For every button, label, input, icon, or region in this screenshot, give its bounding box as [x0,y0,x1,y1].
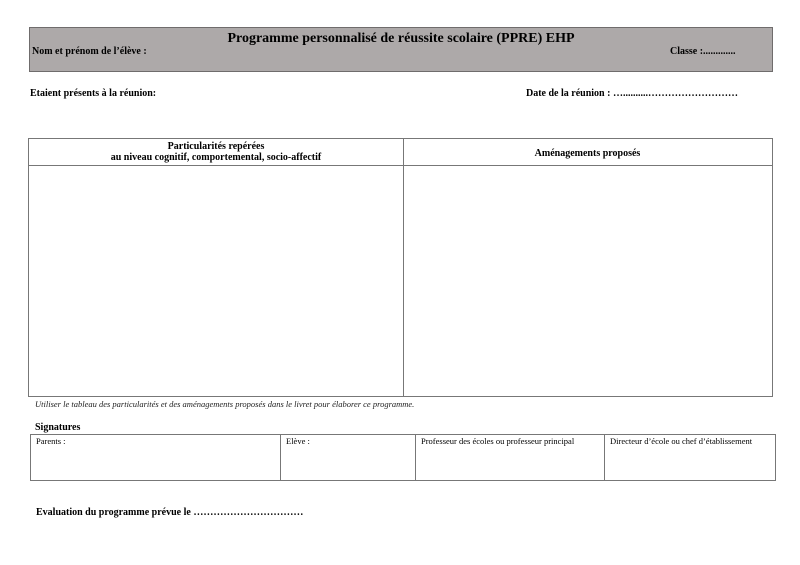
meeting-date-label: Date de la réunion : …..........……………………… [526,88,738,99]
header-row-divider [29,165,772,166]
column-divider [403,139,404,396]
attendees-label: Etaient présents à la réunion: [30,88,157,99]
header-banner [29,27,773,72]
evaluation-date-label: Evaluation du programme prévue le …………………………… [36,507,304,518]
column-header-line-1: Particularités repérées [167,141,265,152]
signature-cell-teacher: Professeur des écoles ou professeur principal [415,435,604,480]
instruction-note: Utiliser le tableau des particularités et des aménagements proposés dans le livret pour élaborer ce programme. [35,399,415,409]
class-label: Classe :............. [670,46,736,57]
column-header-line-2: au niveau cognitif, comportemental, socio-affectif [110,152,322,163]
signature-cell-director: Directeur d’école ou chef d’établissement [604,435,775,480]
signature-cell-parents: Parents : [36,436,66,446]
document-title: Programme personnalisé de réussite scolaire (PPRE) EHP [227,31,575,46]
column-header-adjustments: Aménagements proposés [534,148,641,159]
student-name-label: Nom et prénom de l’élève : [32,46,147,57]
signatures-table [30,434,776,481]
column-header-particularities [29,141,403,163]
observations-table [28,138,773,397]
signature-cell-student: Elève : [280,435,415,480]
signatures-heading: Signatures [35,422,81,433]
